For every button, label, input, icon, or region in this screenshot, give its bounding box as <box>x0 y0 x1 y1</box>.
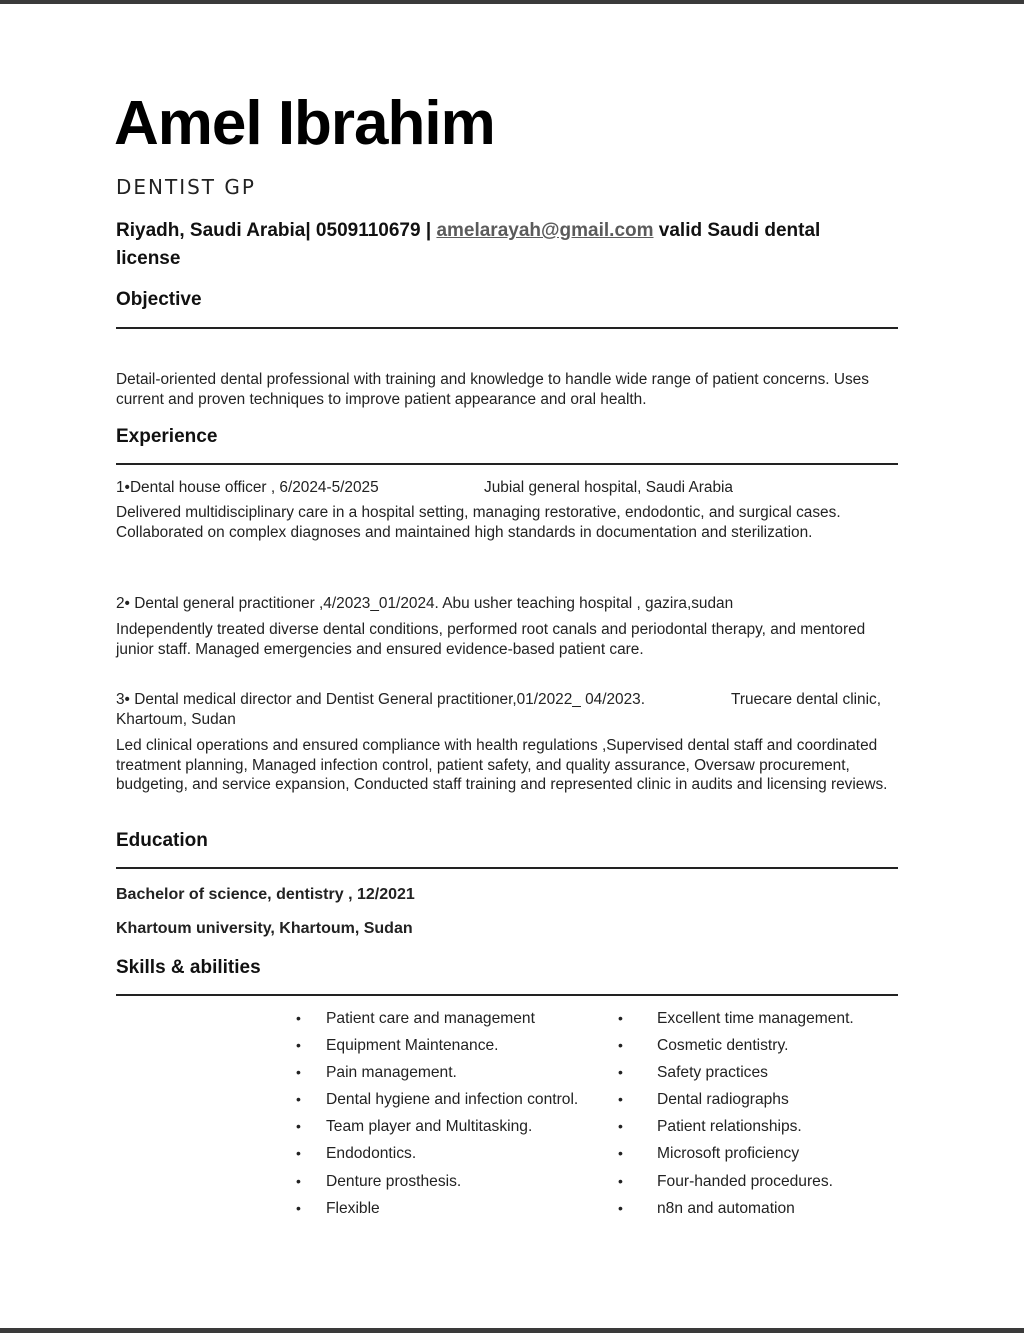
skill-item: • n8n and automation <box>618 1199 795 1217</box>
skill-item: • Pain management. <box>296 1064 457 1082</box>
skills-list-right <box>618 1008 908 1225</box>
skills-divider <box>116 994 898 996</box>
bullet-icon: • <box>618 1145 623 1162</box>
job-3-heading <box>116 690 898 729</box>
skill-item: • Endodontics. <box>296 1145 417 1163</box>
skill-item: • Safety practices <box>618 1064 768 1082</box>
contact-line <box>116 217 876 273</box>
skill-item: • Excellent time management. <box>618 1010 854 1027</box>
bullet-icon: • <box>296 1064 301 1081</box>
job-2-description: Independently treated diverse dental conditions, performed root canals and periodontal therapy, and mentored junior staff. Managed emergencies and ensured evidence-based patient care. <box>116 621 866 658</box>
job-title: DENTIST GP <box>116 175 256 199</box>
bullet-icon: • <box>618 1064 623 1081</box>
skill-item: • Denture prosthesis. <box>296 1172 462 1190</box>
bullet-icon: • <box>618 1037 623 1054</box>
bullet-icon: • <box>618 1172 623 1189</box>
bullet-icon: • <box>296 1145 301 1162</box>
skill-item: • Team player and Multitasking. <box>296 1118 533 1136</box>
skill-item: • Flexible <box>296 1199 380 1217</box>
contact-license: valid Saudi dental license <box>116 220 821 269</box>
bullet-icon: • <box>296 1091 301 1108</box>
job-1-place: Jubial general hospital, Saudi Arabia <box>484 479 733 496</box>
skill-item: • Dental radiographs <box>618 1091 789 1109</box>
objective-heading: Objective <box>116 289 202 310</box>
skill-item: • Cosmetic dentistry. <box>618 1037 789 1055</box>
bullet-icon: • <box>296 1010 301 1026</box>
job-3-description: Led clinical operations and ensured compliance with health regulations ,Supervised dental staff and coordinated treatment planning, Managed infection control, patient safety, and quality assurance, Oversaw procurement, budgeting, and service expansion, Conducted staff training and represented clinic in audits and licensing reviews. <box>116 737 888 793</box>
bullet-icon: • <box>296 1037 301 1054</box>
education-school: Khartoum university, Khartoum, Sudan <box>116 920 413 937</box>
skill-item: • Equipment Maintenance. <box>296 1037 499 1055</box>
skill-item: • Patient relationships. <box>618 1118 802 1136</box>
experience-divider <box>116 463 898 465</box>
skills-heading: Skills & abilities <box>116 957 261 978</box>
education-heading: Education <box>116 830 208 851</box>
bullet-icon: • <box>618 1010 623 1026</box>
job-3-place: Truecare dental clinic, Khartoum, Sudan <box>116 691 881 728</box>
skills-list-left <box>296 1008 606 1225</box>
job-1-description: Delivered multidisciplinary care in a hospital setting, managing restorative, endodontic, and surgical cases. Collaborated on complex diagnoses and maintained high standards in documentation and sterilization. <box>116 504 841 541</box>
skill-item: • Microsoft proficiency <box>618 1145 800 1163</box>
bullet-icon: • <box>296 1172 301 1189</box>
experience-heading: Experience <box>116 426 218 447</box>
job-1-role: 1•Dental house officer , 6/2024-5/2025 <box>116 479 379 496</box>
contact-location-phone: Riyadh, Saudi Arabia| 0509110679 | <box>116 220 437 241</box>
job-2-role: 2• Dental general practitioner ,4/2023_01/2024. Abu usher teaching hospital , gazira,sudan <box>116 595 734 612</box>
email-link[interactable]: amelarayah@gmail.com <box>436 220 654 241</box>
bullet-icon: • <box>296 1118 301 1135</box>
skill-item: • Patient care and management <box>296 1010 535 1027</box>
bullet-icon: • <box>618 1118 623 1135</box>
education-divider <box>116 867 898 869</box>
objective-divider <box>116 327 898 329</box>
education-degree: Bachelor of science, dentistry , 12/2021 <box>116 886 415 903</box>
page-top-edge <box>0 0 1024 4</box>
bullet-icon: • <box>296 1199 301 1216</box>
candidate-name: Amel Ibrahim <box>114 89 495 158</box>
objective-text: Detail-oriented dental professional with training and knowledge to handle wide range of patient concerns. Uses current and proven techniques to improve patient appearance and oral health. <box>116 371 869 408</box>
skill-item: • Dental hygiene and infection control. <box>296 1091 579 1109</box>
skill-item: • Four-handed procedures. <box>618 1172 833 1190</box>
bullet-icon: • <box>618 1199 623 1216</box>
page-bottom-edge <box>0 1328 1024 1333</box>
bullet-icon: • <box>618 1091 623 1108</box>
job-3-role: 3• Dental medical director and Dentist General practitioner,01/2022_ 04/2023. <box>116 691 645 708</box>
